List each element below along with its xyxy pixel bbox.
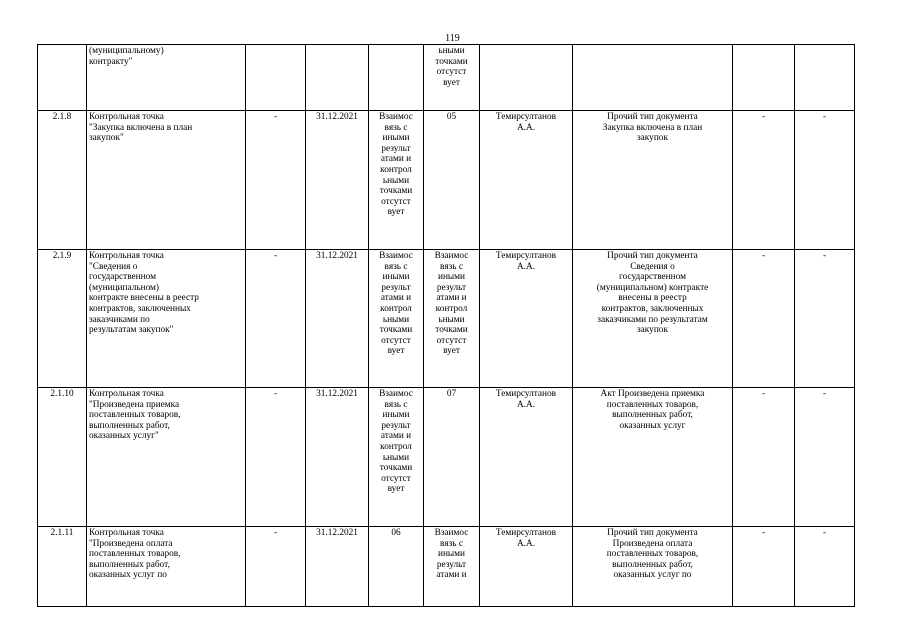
responsible-cell: Темирсултанов А.А. — [480, 111, 573, 250]
column-10-cell: - — [795, 388, 855, 527]
column-9-cell: - — [733, 111, 795, 250]
column-3-cell: - — [246, 388, 306, 527]
document-cell: Прочий тип документа Сведения о государственном (муниципальном) контракте внесены в реестр контрактов, заключенных заказчиками по результатам закупок — [573, 250, 733, 388]
column-5-cell: Взаимос вязь с иными результ атами и контрол ьными точками отсутст вует — [369, 250, 424, 388]
column-3-cell: - — [246, 527, 306, 607]
control-point-name-cell: Контрольная точка "Закупка включена в план закупок" — [87, 111, 246, 250]
control-point-name-cell: (муниципальному) контракту" — [87, 45, 246, 111]
document-cell: Акт Произведена приемка поставленных товаров, выполненных работ, оказанных услуг — [573, 388, 733, 527]
table-row — [38, 527, 855, 607]
column-10-cell — [795, 45, 855, 111]
control-point-name-cell: Контрольная точка "Сведения о государственном (муниципальном) контракте внесены в реестр контрактов, заключенных заказчиками по результатам закупок" — [87, 250, 246, 388]
responsible-cell — [480, 45, 573, 111]
table-row — [38, 388, 855, 527]
row-number-cell: 2.1.10 — [38, 388, 87, 527]
column-5-cell — [369, 45, 424, 111]
column-6-cell: ьными точками отсутст вует — [424, 45, 480, 111]
table-row — [38, 45, 855, 111]
responsible-cell: Темирсултанов А.А. — [480, 527, 573, 607]
column-10-cell: - — [795, 111, 855, 250]
column-3-cell: - — [246, 250, 306, 388]
column-3-cell — [246, 45, 306, 111]
column-6-cell: 07 — [424, 388, 480, 527]
table-row — [38, 250, 855, 388]
document-cell: Прочий тип документа Произведена оплата поставленных товаров, выполненных работ, оказанных услуг по — [573, 527, 733, 607]
column-10-cell: - — [795, 527, 855, 607]
responsible-cell: Темирсултанов А.А. — [480, 388, 573, 527]
table-row — [38, 111, 855, 250]
column-5-cell: Взаимос вязь с иными результ атами и контрол ьными точками отсутст вует — [369, 111, 424, 250]
document-cell: Прочий тип документа Закупка включена в план закупок — [573, 111, 733, 250]
row-number-cell: 2.1.8 — [38, 111, 87, 250]
column-6-cell: Взаимос вязь с иными результ атами и контрол ьными точками отсутст вует — [424, 250, 480, 388]
date-cell: 31.12.2021 — [306, 388, 369, 527]
column-5-cell: 06 — [369, 527, 424, 607]
date-cell: 31.12.2021 — [306, 527, 369, 607]
column-10-cell: - — [795, 250, 855, 388]
row-number-cell: 2.1.11 — [38, 527, 87, 607]
column-3-cell: - — [246, 111, 306, 250]
row-number-cell — [38, 45, 87, 111]
column-9-cell: - — [733, 388, 795, 527]
column-9-cell: - — [733, 250, 795, 388]
date-cell: 31.12.2021 — [306, 250, 369, 388]
date-cell: 31.12.2021 — [306, 111, 369, 250]
column-6-cell: Взаимос вязь с иными результ атами и — [424, 527, 480, 607]
column-5-cell: Взаимос вязь с иными результ атами и контрол ьными точками отсутст вует — [369, 388, 424, 527]
control-point-name-cell: Контрольная точка "Произведена приемка поставленных товаров, выполненных работ, оказанных услуг" — [87, 388, 246, 527]
date-cell — [306, 45, 369, 111]
control-points-table — [37, 44, 855, 607]
control-point-name-cell: Контрольная точка "Произведена оплата поставленных товаров, выполненных работ, оказанных услуг по — [87, 527, 246, 607]
document-cell — [573, 45, 733, 111]
responsible-cell: Темирсултанов А.А. — [480, 250, 573, 388]
column-6-cell: 05 — [424, 111, 480, 250]
row-number-cell: 2.1.9 — [38, 250, 87, 388]
column-9-cell: - — [733, 527, 795, 607]
column-9-cell — [733, 45, 795, 111]
page-number: 119 — [445, 33, 460, 44]
